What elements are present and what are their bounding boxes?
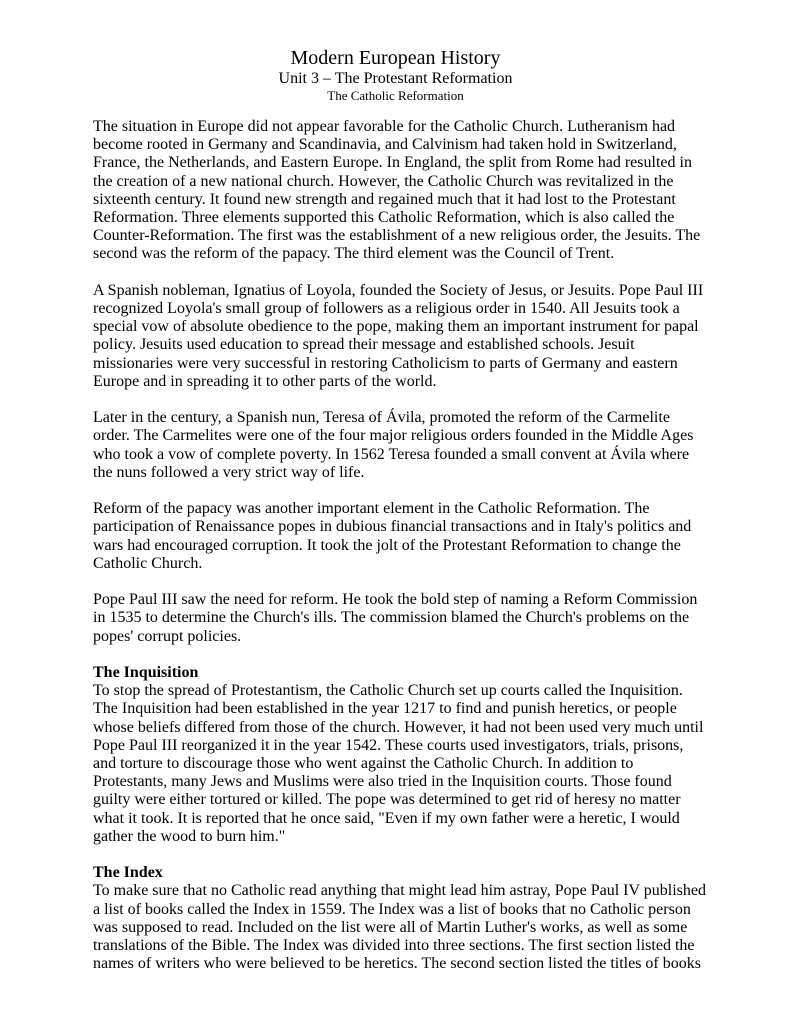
section-text: To make sure that no Catholic read anything that might lead him astray, Pope Paul IV published a list of books called the Index in 1559. The Index was a list of books that no Catholic person was supposed to read. Included on the list were all of Martin Luther's works, as well as some translations of the Bible. The Index was divided into three sections. The first section listed the names of writers who were believed to be heretics. The second section listed the titles of books: [93, 882, 706, 973]
paragraph-papacy: Reform of the papacy was another important element in the Catholic Reformation. The participation of Renaissance popes in dubious financial transactions and in Italy's politics and wars had encouraged corruption. It took the jolt of the Protestant Reformation to change the Catholic Church.: [93, 500, 692, 572]
section-subtitle: The Catholic Reformation: [327, 88, 464, 103]
paragraph-paul-iii: Pope Paul III saw the need for reform. He took the bold step of naming a Reform Commission in 1535 to determine the Church's ills. The commission blamed the Church's problems on the popes' corrupt policies.: [93, 591, 698, 645]
section-heading: The Index: [93, 864, 163, 882]
paragraph-jesuits: A Spanish nobleman, Ignatius of Loyola, founded the Society of Jesus, or Jesuits. Pope Paul III recognized Loyola's small group of followers as a religious order in 1540. All Jesuits took a special vow of absolute obedience to the pope, making them an important instrument for papal policy. Jesuits used education to spread their message and established schools. Jesuit missionaries were very successful in restoring Catholicism to parts of Germany and eastern Europe and in spreading it to other parts of the world.: [93, 281, 704, 390]
section-text: To stop the spread of Protestantism, the Catholic Church set up courts called the Inquisition. The Inquisition had been established in the year 1217 to find and punish heretics, or people whose beliefs differed from those of the church. However, it had not been used very much until Pope Paul III reorganized it in the year 1542. These courts used investigators, trials, prisons, and torture to discourage those who went against the Catholic Church. In addition to Protestants, many Jews and Muslims were also tried in the Inquisition courts. Those found guilty were either tortured or killed. The pope was determined to get rid of heresy no matter what it took. It is reported that he once said, "Even if my own father were a heretic, I would gather the wood to burn him.": [93, 682, 704, 845]
paragraph-teresa: Later in the century, a Spanish nun, Teresa of Ávila, promoted the reform of the Carmelite order. The Carmelites were one of the four major religious orders founded in the Middle Ages who took a vow of complete poverty. In 1562 Teresa founded a small convent at Ávila where the nuns followed a very strict way of life.: [93, 409, 694, 481]
section-inquisition: [93, 664, 707, 846]
document-header: [0, 46, 791, 103]
section-heading: The Inquisition: [93, 664, 199, 682]
document-title: Modern European History: [290, 47, 501, 69]
section-index: [93, 864, 707, 973]
unit-subtitle: Unit 3 – The Protestant Reformation: [278, 70, 513, 87]
document-body: [93, 118, 707, 992]
paragraph-intro: The situation in Europe did not appear favorable for the Catholic Church. Lutheranism had become rooted in Germany and Scandinavia, and Calvinism had taken hold in Switzerland, France, the Netherlands, and Eastern Europe. In England, the split from Rome had resulted in the creation of a new national church. However, the Catholic Church was revitalized in the sixteenth century. It found new strength and regained much that it had lost to the Protestant Reformation. Three elements supported this Catholic Reformation, which is also called the Counter-Reformation. The first was the establishment of a new religious order, the Jesuits. The second was the reform of the papacy. The third element was the Council of Trent.: [93, 118, 701, 263]
